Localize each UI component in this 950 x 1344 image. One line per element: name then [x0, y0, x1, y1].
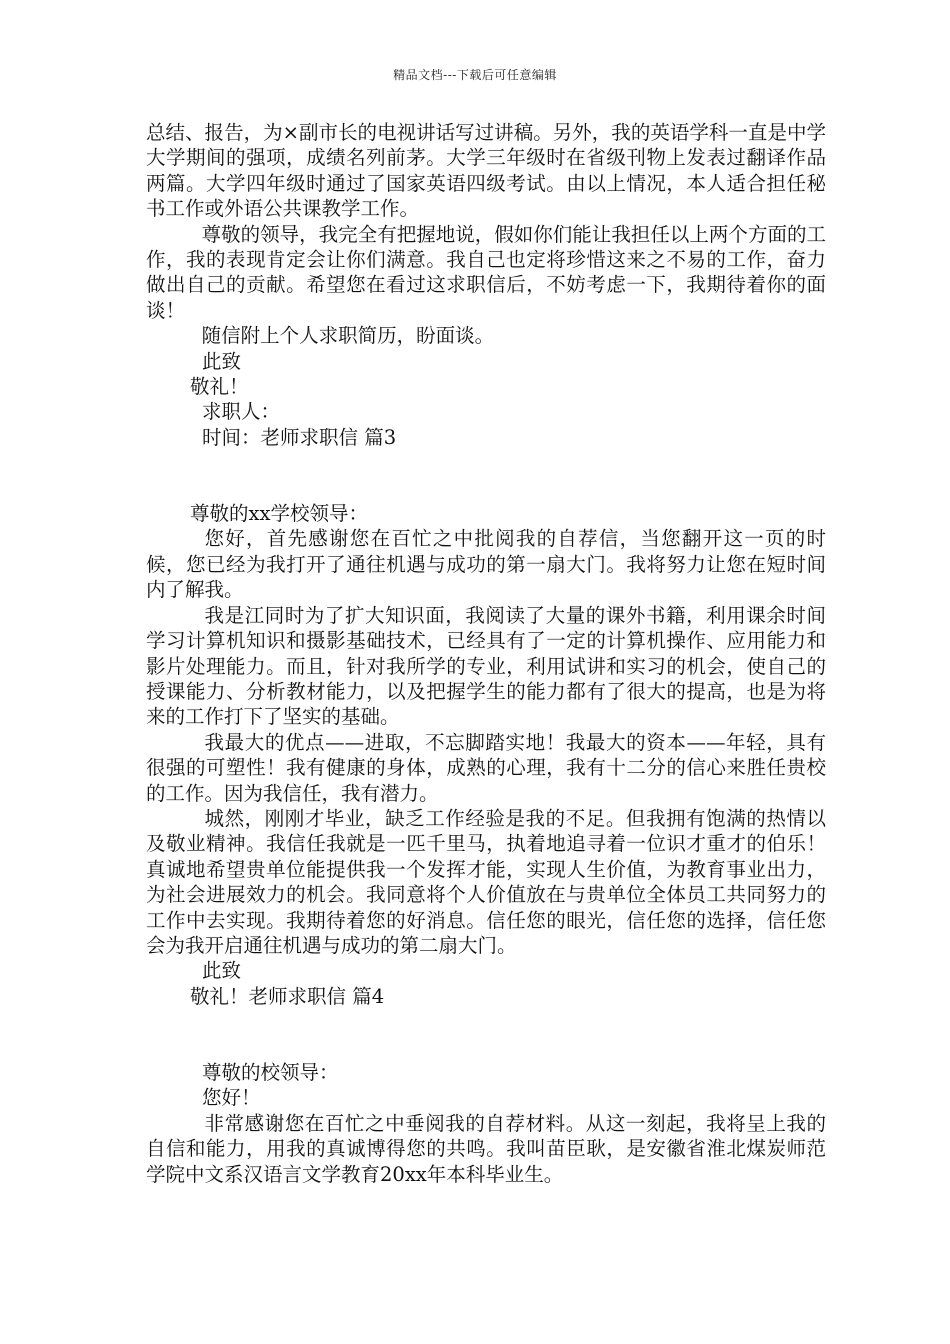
paragraph-confidence: 尊敬的领导，我完全有把握地说，假如你们能让我担任以上两个方面的工作，我的表现肯定会让你们满意。我自己也定将珍惜这来之不易的工作，奋力做出自己的贡献。希望您在看过这求职信后，不妨考虑一下，我期待着你的面谈！: [146, 222, 826, 322]
paragraph-attachment-note: 随信附上个人求职简历，盼面谈。: [201, 324, 495, 348]
letter3-salutation: 尊敬的xx学校领导：: [190, 502, 368, 526]
closing-jingli: 敬礼！: [190, 375, 249, 399]
letter3-closing-jingli-and-section-title: 敬礼！老师求职信 篇4: [190, 984, 385, 1008]
document-body: [146, 120, 826, 1187]
paragraph-qualifications: 总结、报告，为×副市长的电视讲话写过讲稿。另外，我的英语学科一直是中学大学期间的强项，成绩名列前茅。大学三年级时在省级刊物上发表过翻译作品两篇。大学四年级时通过了国家英语四级考试。由以上情况，本人适合担任秘书工作或外语公共课教学工作。: [146, 121, 826, 221]
letter4-greeting: 您好！: [202, 1086, 261, 1110]
letter3-greeting-paragraph: 您好，首先感谢您在百忙之中批阅我的自荐信，当您翻开这一页的时候，您已经为我打开了通往机遇与成功的第一扇大门。我将努力让您在短时间内了解我。: [146, 527, 826, 602]
letter4-salutation: 尊敬的校领导：: [202, 1061, 339, 1084]
signature-applicant: 求职人：: [202, 400, 281, 424]
letter3-closing-cizhi: 此致: [202, 959, 242, 983]
letter3-skills-paragraph: 我是江同时为了扩大知识面，我阅读了大量的课外书籍，利用课余时间学习计算机知识和摄影基础技术，已经具有了一定的计算机操作、应用能力和影片处理能力。而且，针对我所学的专业，利用试讲和实习的机会，使自己的授课能力、分析教材能力，以及把握学生的能力都有了很大的提高，也是为将来的工作打下了坚实的基础。: [146, 603, 826, 729]
closing-cizhi: 此致: [202, 349, 242, 373]
section-spacer: [146, 1009, 826, 1060]
page-header: 精品文档---下载后可任意编辑: [393, 68, 557, 82]
letter3-strengths-paragraph: 我最大的优点——进取，不忘脚踏实地！我最大的资本——年轻，具有很强的可塑性！我有健康的身体，成熟的心理，我有十二分的信心来胜任贵校的工作。因为我信任，我有潜力。: [146, 730, 826, 805]
section-spacer: [146, 450, 826, 501]
signature-date-and-section-title: 时间：老师求职信 篇3: [202, 425, 397, 449]
letter4-intro-paragraph: 非常感谢您在百忙之中垂阅我的自荐材料。从这一刻起，我将呈上我的自信和能力，用我的真诚博得您的共鸣。我叫苗臣耿，是安徽省淮北煤炭师范学院中文系汉语言文学教育20xx年本科毕业生。: [146, 1111, 826, 1186]
letter3-hopes-paragraph: 城然，刚刚才毕业，缺乏工作经验是我的不足。但我拥有饱满的热情以及敬业精神。我信任我就是一匹千里马，执着地追寻着一位识才重才的伯乐！真诚地希望贵单位能提供我一个发挥才能，实现人生价值，为教育事业出力，为社会进展效力的机会。我同意将个人价值放在与贵单位全体员工共同努力的工作中去实现。我期待着您的好消息。信任您的眼光，信任您的选择，信任您会为我开启通往机遇与成功的第二扇大门。: [146, 806, 826, 957]
